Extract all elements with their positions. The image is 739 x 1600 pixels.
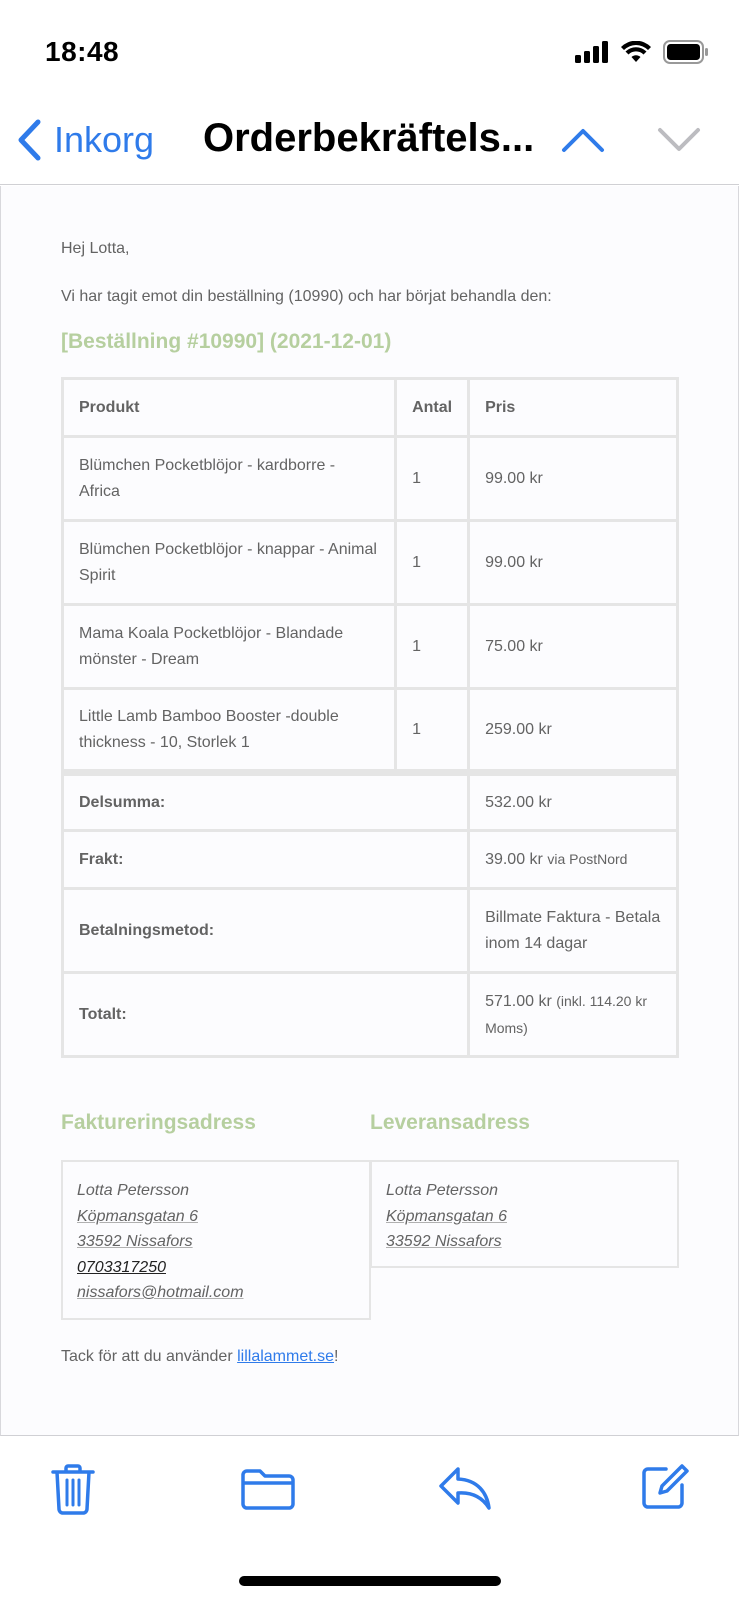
folder-icon xyxy=(240,1467,296,1511)
payment-label: Betalningsmetod: xyxy=(63,889,469,973)
shipping-name: Lotta Petersson xyxy=(386,1182,499,1199)
shipping-address xyxy=(370,1160,679,1268)
thanks-suffix: ! xyxy=(334,1348,339,1365)
next-message-button[interactable] xyxy=(656,126,702,159)
header-price: Pris xyxy=(469,379,678,437)
trash-icon xyxy=(50,1463,96,1515)
item-product: Blümchen Pocketblöjor - knappar - Animal Spirit xyxy=(63,521,396,605)
table-row xyxy=(63,689,678,773)
total-note: (inkl. 114.20 kr Moms) xyxy=(485,992,648,1036)
cellular-signal-icon xyxy=(575,41,609,63)
status-icons xyxy=(575,40,709,64)
compose-button[interactable] xyxy=(640,1461,690,1516)
move-folder-button[interactable] xyxy=(240,1467,296,1516)
email-body xyxy=(0,186,739,1436)
home-indicator[interactable] xyxy=(239,1576,501,1586)
order-table xyxy=(61,377,679,1058)
item-qty: 1 xyxy=(396,437,469,521)
total-label: Totalt: xyxy=(63,973,469,1057)
item-price: 75.00 kr xyxy=(469,605,678,689)
total-row xyxy=(63,973,678,1057)
shipping-method: via PostNord xyxy=(547,851,628,867)
billing-address xyxy=(61,1160,371,1320)
status-time: 18:48 xyxy=(45,36,120,67)
header-qty: Antal xyxy=(396,379,469,437)
item-qty: 1 xyxy=(396,605,469,689)
greeting: Hej Lotta, xyxy=(61,240,130,257)
reply-button[interactable] xyxy=(438,1465,492,1516)
subtotal-value: 532.00 kr xyxy=(469,773,678,831)
trash-button[interactable] xyxy=(50,1463,96,1520)
item-product: Little Lamb Bamboo Booster -double thickness - 10, Storlek 1 xyxy=(63,689,396,773)
item-qty: 1 xyxy=(396,521,469,605)
order-heading: [Beställning #10990] (2021-12-01) xyxy=(61,330,392,353)
subtotal-label: Delsumma: xyxy=(63,773,469,831)
message-subject: Orderbekräftels... xyxy=(203,116,535,160)
shipping-row xyxy=(63,831,678,889)
back-label: Inkorg xyxy=(54,119,155,160)
shipping-street[interactable]: Köpmansgatan 6 xyxy=(386,1207,507,1225)
item-qty: 1 xyxy=(396,689,469,773)
table-row xyxy=(63,437,678,521)
chevron-left-icon xyxy=(16,118,42,162)
shipping-label: Frakt: xyxy=(63,831,469,889)
table-header-row xyxy=(63,379,678,437)
item-price: 99.00 kr xyxy=(469,437,678,521)
subtotal-row xyxy=(63,773,678,831)
billing-email[interactable]: nissafors@hotmail.com xyxy=(77,1284,244,1301)
chevron-down-icon xyxy=(656,126,702,154)
table-row xyxy=(63,521,678,605)
billing-phone[interactable]: 0703317250 xyxy=(77,1258,166,1276)
billing-street[interactable]: Köpmansgatan 6 xyxy=(77,1207,198,1225)
shipping-cell xyxy=(469,831,678,889)
thanks-text xyxy=(61,1348,338,1366)
total-cell xyxy=(469,973,678,1057)
payment-row xyxy=(63,889,678,973)
shipping-heading: Leveransadress xyxy=(370,1111,530,1134)
previous-message-button[interactable] xyxy=(560,126,606,159)
back-button[interactable] xyxy=(16,118,154,162)
battery-icon xyxy=(663,40,709,64)
item-product: Blümchen Pocketblöjor - kardborre - Africa xyxy=(63,437,396,521)
status-bar xyxy=(0,0,739,100)
intro-text: Vi har tagit emot din beställning (10990) och har börjat behandla den: xyxy=(61,288,552,305)
table-row xyxy=(63,605,678,689)
total-value: 571.00 kr xyxy=(485,992,552,1010)
shipping-value: 39.00 kr xyxy=(485,851,543,868)
wifi-icon xyxy=(621,41,651,63)
payment-value: Billmate Faktura - Betala inom 14 dagar xyxy=(469,889,678,973)
compose-icon xyxy=(640,1461,690,1511)
header-product: Produkt xyxy=(63,379,396,437)
billing-heading: Faktureringsadress xyxy=(61,1111,256,1134)
item-product: Mama Koala Pocketblöjor - Blandade mönster - Dream xyxy=(63,605,396,689)
reply-icon xyxy=(438,1465,492,1511)
thanks-prefix: Tack för att du använder xyxy=(61,1348,238,1365)
item-price: 99.00 kr xyxy=(469,521,678,605)
billing-city[interactable]: 33592 Nissafors xyxy=(77,1233,193,1250)
nav-bar xyxy=(0,100,739,185)
shipping-city[interactable]: 33592 Nissafors xyxy=(386,1233,502,1250)
billing-name: Lotta Petersson xyxy=(77,1182,190,1199)
item-price: 259.00 kr xyxy=(469,689,678,773)
chevron-up-icon xyxy=(560,126,606,154)
shop-link[interactable]: lillalammet.se xyxy=(237,1348,335,1365)
